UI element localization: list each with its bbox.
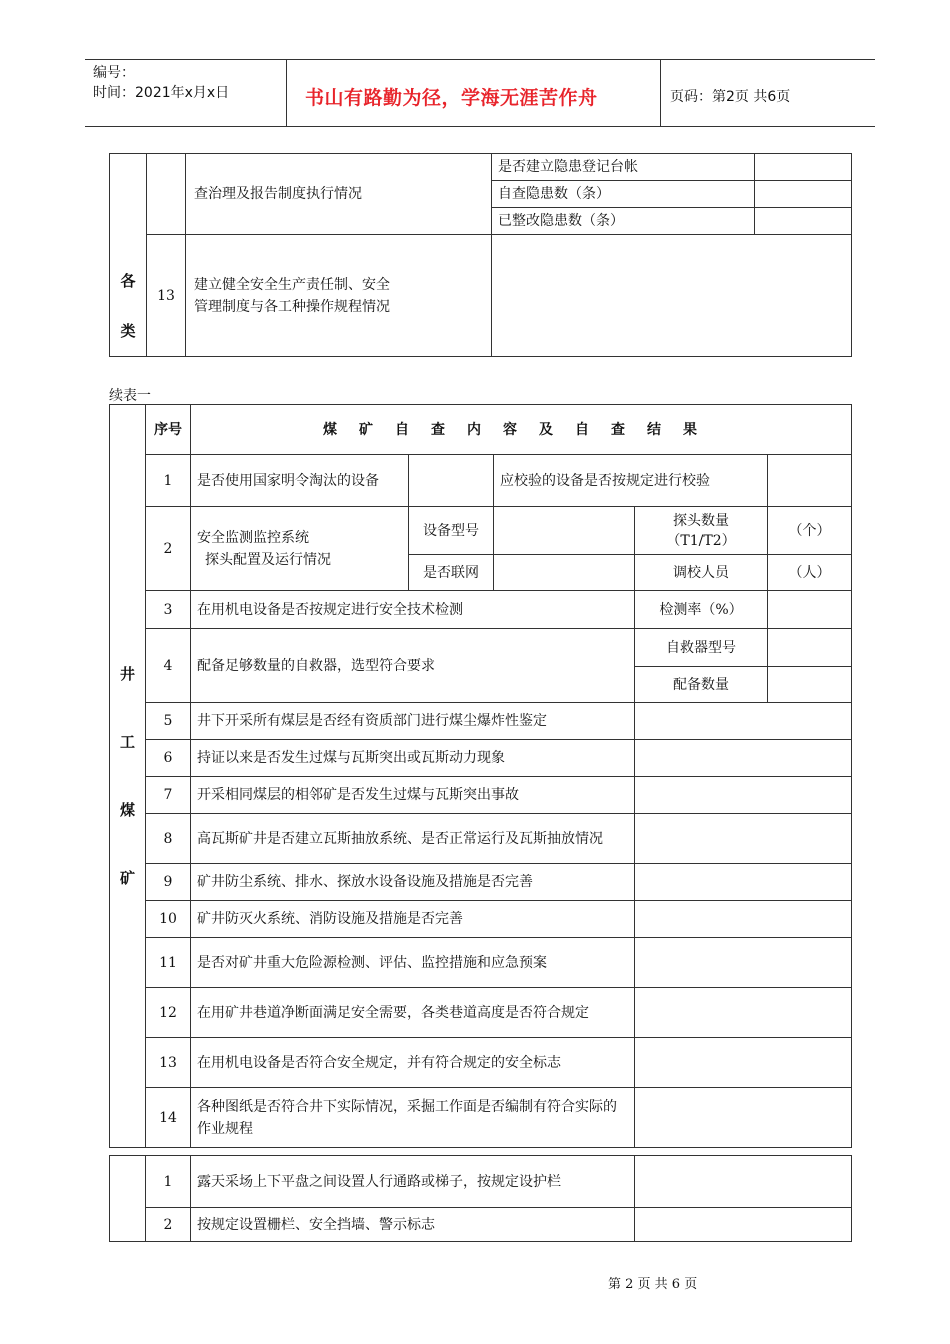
table-open-pit — [109, 1155, 852, 1242]
table-cell: 露天采场上下平盘之间设置人行通路或梯子，按规定设护栏 — [191, 1156, 635, 1208]
row-number: 12 — [146, 988, 191, 1038]
answer-cell — [768, 591, 852, 629]
table-cell: 调校人员 — [635, 555, 768, 591]
row-number-cell — [147, 154, 186, 235]
header-bottom-rule — [85, 126, 875, 127]
probe-count-sub: （T1/T2） — [666, 532, 736, 549]
page-footer: 第 2 页 共 6 页 — [608, 1277, 698, 1292]
table-cell: 在用机电设备是否符合安全规定，并有符合规定的安全标志 — [191, 1038, 635, 1088]
header-divider-2 — [660, 59, 661, 127]
table-cell: 是否联网 — [409, 555, 494, 591]
row-number: 2 — [146, 1208, 191, 1242]
side-char: 矿 — [119, 869, 135, 887]
table-caption: 续表一 — [109, 388, 151, 404]
table-cell: 检测率（%） — [635, 591, 768, 629]
answer-cell — [494, 555, 635, 591]
item-line: 探头配置及运行情况 — [205, 551, 331, 568]
table-cell: 应校验的设备是否按规定进行校验 — [494, 455, 768, 507]
table-cell: 查治理及报告制度执行情况 — [186, 154, 492, 235]
table-cell: 各种图纸是否符合井下实际情况，采掘工作面是否编制有符合实际的作业规程 — [191, 1088, 635, 1148]
table-cell: 开采相同煤层的相邻矿是否发生过煤与瓦斯突出事故 — [191, 777, 635, 814]
table-cell: 矿井防灭火系统、消防设施及措施是否完善 — [191, 901, 635, 938]
document-date: 时间：2021年x月x日 — [93, 85, 230, 101]
row-number: 3 — [146, 591, 191, 629]
category-side-label — [110, 154, 147, 357]
answer-cell — [635, 1038, 852, 1088]
answer-cell — [755, 208, 852, 235]
side-char: 工 — [119, 733, 135, 751]
answer-cell — [755, 181, 852, 208]
row-number: 2 — [146, 507, 191, 591]
header-motto: 书山有路勤为径，学海无涯苦作舟 — [305, 87, 598, 109]
row-number: 1 — [146, 1156, 191, 1208]
row-number: 8 — [146, 814, 191, 864]
probe-count-label: 探头数量 — [673, 512, 729, 529]
answer-cell — [635, 740, 852, 777]
unit-cell: （人） — [768, 555, 852, 591]
item-line: 管理制度与各工种操作规程情况 — [194, 298, 390, 315]
row-number: 10 — [146, 901, 191, 938]
side-label-ge: 各 — [120, 272, 136, 290]
answer-cell — [768, 667, 852, 703]
table-cell: 配备足够数量的自救器，选型符合要求 — [191, 629, 635, 703]
row-number: 11 — [146, 938, 191, 988]
table-cell — [635, 507, 768, 555]
page-indicator: 页码：第2页 共6页 — [670, 89, 791, 105]
row-number: 6 — [146, 740, 191, 777]
header-top-rule — [85, 59, 875, 60]
column-header-title: 煤矿自查内容及自查结果 — [191, 405, 852, 455]
answer-cell — [635, 703, 852, 740]
answer-cell — [635, 1156, 852, 1208]
answer-cell — [409, 455, 494, 507]
unit-cell: （个） — [768, 507, 852, 555]
answer-cell — [635, 1208, 852, 1242]
side-char: 煤 — [119, 801, 135, 819]
table-cell: 配备数量 — [635, 667, 768, 703]
table-cell — [186, 235, 492, 357]
row-number: 14 — [146, 1088, 191, 1148]
answer-cell — [768, 455, 852, 507]
item-line: 安全监测监控系统 — [197, 529, 309, 546]
column-header-no: 序号 — [146, 405, 191, 455]
document-number-label: 编号： — [93, 65, 135, 81]
table-self-inspection — [109, 404, 852, 1148]
row-number: 5 — [146, 703, 191, 740]
table-cell: 井下开采所有煤层是否经有资质部门进行煤尘爆炸性鉴定 — [191, 703, 635, 740]
row-number: 4 — [146, 629, 191, 703]
answer-cell — [635, 777, 852, 814]
table-cell: 是否对矿井重大危险源检测、评估、监控措施和应急预案 — [191, 938, 635, 988]
table-cell: 高瓦斯矿井是否建立瓦斯抽放系统、是否正常运行及瓦斯抽放情况 — [191, 814, 635, 864]
table-cell: 自查隐患数（条） — [492, 181, 755, 208]
row-number: 1 — [146, 455, 191, 507]
underground-coal-mine-label — [110, 405, 146, 1148]
row-number: 13 — [147, 235, 186, 357]
table-cell: 自救器型号 — [635, 629, 768, 667]
answer-cell — [635, 938, 852, 988]
row-number: 7 — [146, 777, 191, 814]
answer-cell — [635, 901, 852, 938]
answer-cell — [755, 154, 852, 181]
table-continued — [109, 153, 852, 357]
table-cell: 设备型号 — [409, 507, 494, 555]
table-cell: 持证以来是否发生过煤与瓦斯突出或瓦斯动力现象 — [191, 740, 635, 777]
row-number: 9 — [146, 864, 191, 901]
table-cell: 是否使用国家明令淘汰的设备 — [191, 455, 409, 507]
side-label-lei: 类 — [120, 322, 136, 340]
answer-cell — [768, 629, 852, 667]
answer-cell — [635, 864, 852, 901]
open-pit-side-cell — [110, 1156, 146, 1242]
table-cell: 按规定设置栅栏、安全挡墙、警示标志 — [191, 1208, 635, 1242]
answer-cell — [635, 988, 852, 1038]
item-line: 建立健全安全生产责任制、安全 — [194, 276, 390, 293]
table-cell: 已整改隐患数（条） — [492, 208, 755, 235]
table-cell: 矿井防尘系统、排水、探放水设备设施及措施是否完善 — [191, 864, 635, 901]
row-number: 13 — [146, 1038, 191, 1088]
answer-cell — [492, 235, 852, 357]
side-char: 井 — [119, 665, 135, 683]
table-cell: 在用机电设备是否按规定进行安全技术检测 — [191, 591, 635, 629]
header-divider-1 — [286, 59, 287, 127]
table-cell — [191, 507, 409, 591]
answer-cell — [635, 1088, 852, 1148]
table-cell: 在用矿井巷道净断面满足安全需要，各类巷道高度是否符合规定 — [191, 988, 635, 1038]
answer-cell — [494, 507, 635, 555]
answer-cell — [635, 814, 852, 864]
table-cell: 是否建立隐患登记台帐 — [492, 154, 755, 181]
